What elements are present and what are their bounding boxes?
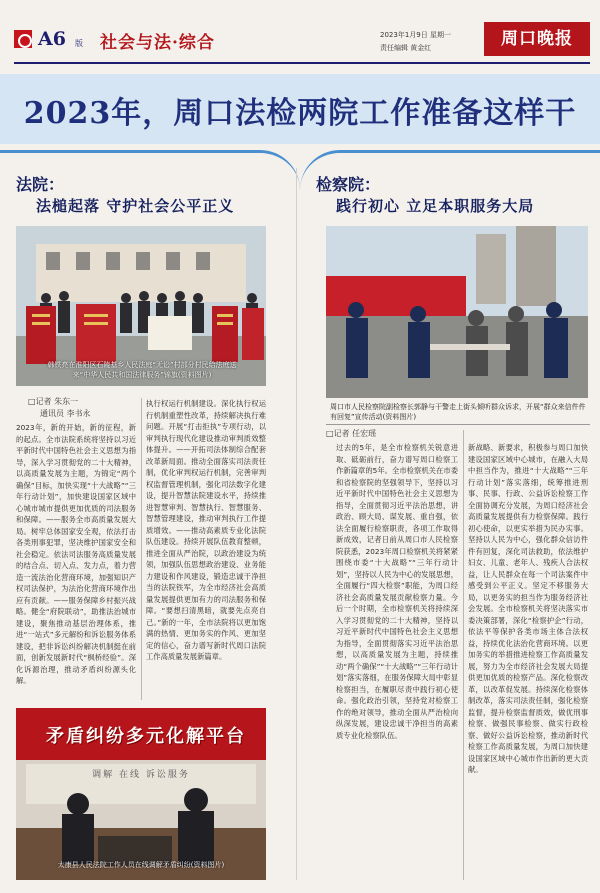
procuratorate-section-subtitle: 践行初心 立足本职服务大局: [336, 197, 535, 215]
procuratorate-article-col-2: 新战略、新要求，积极参与周口加快建设国家区域中心城市，在融入大局中担当作为，推进“十大战略”“三年行动计划”落实落细，统筹推进刑事、民事、行政、公益诉讼检察工作全面协调充分发展，为周口经济社会高质量发展提供有力检察保障。践行初心使命，以更实举措为民办实事。坚持以人民为中心，强化群众信访件件有回复，深化司法救助，依法维护妇女、儿童、老年人、残疾人合法权益，让人民群众在每一个司法案件中感受到公平正义。坚定不移服务大局，以更务实的担当作为服务经济社会发展。全市检察机关将坚决落实市委决策部署，深化“检察护企”行动，依法平等保护各类市场主体合法权益，持续优化法治化营商环境。以更加务实的举措推进检察工作高质量发展，努力为全市经济社会发展大局提供更加优质的检察产品。深化检察改革，以改革促发展。持续深化检察体制改革，落实司法责任制，强化检察监督，提升检察监督质效，做优刑事检察、做强民事检察、做实行政检察、做好公益诉讼检察，推动新时代检察工作高质量发展，为周口加快建设国家区域中心城市作出新的更大贡献。: [468, 443, 588, 774]
masthead-logo: 周口晚报: [484, 22, 590, 56]
page-number: A6: [38, 28, 66, 50]
court-photo-caption: 韩铁亮在淮阳区石陵基乡人民法庭“无讼”村部分村民给法庭送来“中华人民共和国法律服务”锦旗(资料图片): [47, 361, 237, 379]
court-article-col-1: 2023年，新的开始，新的征程，新的起点。全市法院系统将坚持以习近平新时代中国特色社会主义思想为指导，深入学习贯彻党的二十大精神，以高质量发展为主题，为锦定“两个确保”目标，加快实现“十大战略”“三年行动计划”，加快建设国家区域中心城市城市提供更加优质的司法服务和保障。——服务全市高质量发展大局。树牢总体国家安全观，依法打击各类刑事犯罪，坚决维护国家安全和社会稳定。依法司法服务高质量发展的结合点、切入点、发力点，着力营造一流法治化营商环境，加强知识产权司法保护，为法治化营商环境作出应有贡献。——服务保障乡村振兴战略。健全“府院联动”，助推法治城市建设，聚焦推动基层治理体系，推进“一站式”多元解纷和诉讼服务体系建设，把非诉讼纠纷解决机制挺在前面，创新发展新时代“枫桥经验”。深化诉源治理，推动矛盾纠纷源头化解。: [16, 423, 136, 685]
header-rule: [14, 62, 590, 64]
newspaper-logo-icon: [14, 30, 32, 48]
procuratorate-photo-caption: 周口市人民检察院副检察长郭静与干警走上街头倾听群众诉求，开展“群众来信件件有回复”宣传活动(资料图片): [330, 403, 586, 421]
procuratorate-byline-reporter: □记者 任宏瑶: [326, 429, 377, 438]
court-section-label: 法院：: [16, 175, 65, 194]
section-divider: [326, 424, 590, 425]
mediation-tagline: 调解 在线 诉讼服务: [92, 770, 190, 780]
procuratorate-section-label: 检察院：: [316, 175, 381, 194]
court-article-col-2: 执行权运行机制建设。深化执行权运行机制重塑性改革，持续解决执行难问题。开展“打击拒执”专项行动，以审判执行现代化建设推动审判质效整体提升。——开拓司法体制综合配套改革新局面。推动全面落实司法责任制，优化审判权运行机制，完善审判权监督管理机制，强化司法数字化建设，提升智慧法院建设水平，持续推进智慧审判、智慧执行、智慧服务、智慧管理建设，推动审判执行工作提质增效。——推动高素质专业化法院队伍建设。持续开展队伍教育整顿，推进全面从严治院，以政治建设为统领，加强队伍思想政治建设、业务能力建设和作风建设，锻造忠诚干净担当的法院铁军，为全市经济社会高质量发展提供更加有力的司法服务和保障。“要想扫清黑暗，就要先点亮自己。”新的一年，全市法院将以更加饱满的热情、更加务实的作风、更加坚定的信心，奋力谱写新时代周口法院工作高质量发展新篇章。: [146, 399, 266, 661]
procuratorate-photo: [326, 226, 588, 398]
center-column-rule: [296, 168, 297, 880]
main-headline: 2023年，周口法检两院工作准备这样干: [23, 96, 577, 131]
mediation-photo-caption: 太康县人民法院工作人员在线调解矛盾纠纷(资料图片): [57, 861, 225, 869]
section-name: 社会与法·综合: [100, 33, 215, 53]
procuratorate-article-col-1: 过去的5年，是全市检察机关锐意进取、砥砺前行，奋力谱写周口检察工作新篇章的5年。全市检察机关在市委和省检察院的坚强领导下，坚持以习近平新时代中国特色社会主义思想为指导，全面贯彻习近平法治思想，讲政治、顾大局、谋发展、重自强，依法全面履行检察职责，各项工作取得新成效，记者日前从周口市人民检察院获悉，2023年周口检察机关将紧紧围绕市委“十大战略”“三年行动计划”，坚持以人民为中心的发展思想，全面履行“四大检察”职能，为周口经济社会高质量发展贡献检察力量。今后一个时期，全市检察机关将持续深入学习贯彻党的二十大精神，坚持以习近平新时代中国特色社会主义思想为指导，全面贯彻落实习近平法治思想，以高质量发展为主题，持续推动“两个确保”“十大战略”“三年行动计划”落实落细，在服务保障大局中彰显检察担当，在履职尽责中践行初心使命。强化政治引领，坚持党对检察工作的绝对领导，推动全面从严治检向纵深发展，建设忠诚干净担当的高素质专业化检察队伍。: [336, 443, 458, 740]
court-byline-correspondent: 通讯员 李书永: [40, 409, 91, 418]
court-section-subtitle: 法槌起落 守护社会公平正义: [36, 197, 235, 215]
column-rule: [463, 430, 464, 880]
mediation-banner-title: 矛盾纠纷多元化解平台: [46, 726, 246, 747]
court-photo: [16, 226, 266, 386]
page-number-suffix: 版: [75, 39, 83, 48]
column-rule: [141, 398, 142, 700]
page-header: [0, 0, 600, 74]
court-byline-reporter: □记者 朱东一: [28, 397, 79, 406]
issue-date: 2023年1月9日 星期一: [380, 31, 451, 39]
editor-credit: 责任编辑 黄金红: [380, 44, 432, 52]
